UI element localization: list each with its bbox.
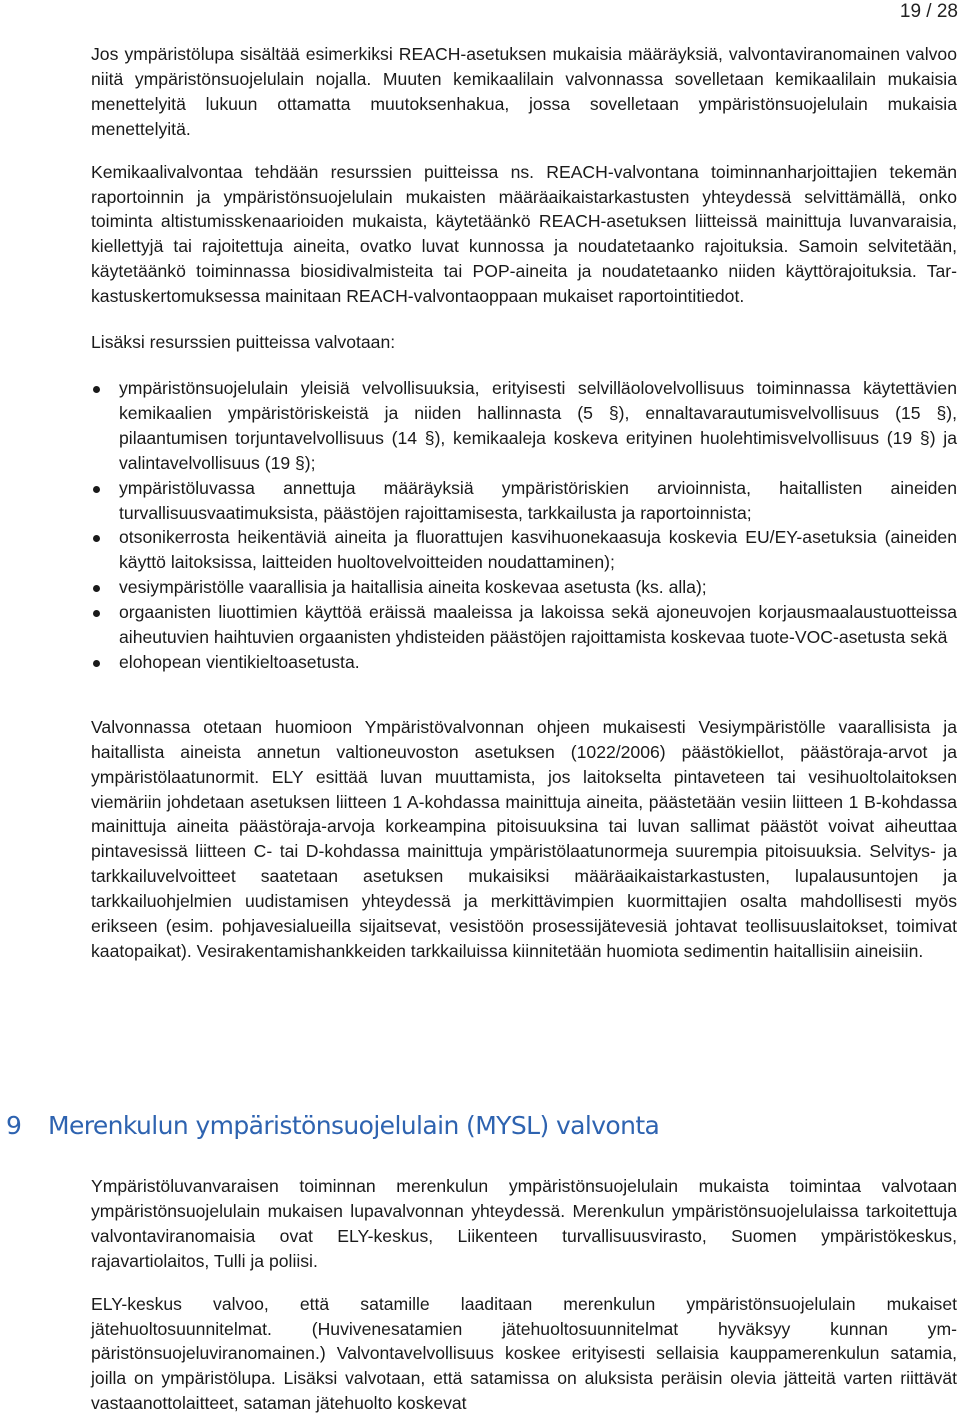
list-item: ympäristönsuojelulain yleisiä velvollisuuksia, erityisesti selvilläolovelvollisuus toiminnassa käytettävien kemikaalien ympäristöriskeistä ja niiden hallinnasta (5 §), ennaltavarautumisvelvollisuus (15 §), pilaantumisen torjuntavelvollisuus (14 §), kemikaaleja koskeva erityinen huolehtimisvelvollisuus (19 §) ja valintavelvollisuus (19 §); — [91, 376, 957, 476]
section-title: Merenkulun ympäristönsuojelulain (MYSL) valvonta — [48, 1111, 660, 1140]
page-number: 19 / 28 — [899, 1, 958, 22]
supervision-list — [91, 376, 957, 675]
bullet-icon — [93, 486, 100, 493]
bullet-icon — [93, 610, 100, 617]
bullet-icon — [93, 660, 100, 667]
section-heading — [6, 1108, 659, 1144]
section-content — [91, 1174, 957, 1416]
bullet-icon — [93, 585, 100, 592]
section-number: 9 — [6, 1111, 22, 1140]
list-item: ympäristöluvassa annettuja määräyksiä ympäristöriskien arvioinnista, haitallisten aineiden turvallisuusvaatimuksista, päästöjen rajoittamisesta, tarkkailusta ja raportoinnista; — [91, 476, 957, 526]
list-item: orgaanisten liuottimien käyttöä eräissä maaleissa ja lakoissa sekä ajoneuvojen korjausmaalaustuotteissa aiheutuvien haihtuvien orgaanisten yhdisteiden päästöjen rajoittamista koskevaa tuote-VOC-asetusta sekä — [91, 600, 957, 650]
paragraph-maritime-supervision: Ympäristöluvanvaraisen toiminnan merenkulun ympäristönsuojelulain mukaista toimintaa valvotaan ympäristönsuojelulain mukaisen lupavalvonnan yhteydessä. Merenkulun ympäristönsuojelulaissa tarkoitettuja valvontaviranomaisia ovat ELY-keskus, Liikenteen turvallisuusvirasto, Suomen ympäristökeskus, rajavartiolaitos, Tulli ja poliisi. — [91, 1176, 957, 1271]
list-item: otsonikerrosta heikentäviä aineita ja fluorattujen kasvihuonekaasuja koskevia EU/EY-asetuksia (aineiden käyttö laitoksissa, laitteiden huoltovelvoitteiden noudattaminen); — [91, 525, 957, 575]
main-content — [91, 42, 957, 964]
bullet-icon — [93, 535, 100, 542]
paragraph-ely-ports: ELY-keskus valvoo, että satamille laaditaan merenkulun ympäristönsuojelulain mukaiset jätehuoltosuunnitelmat. (Huvivenesatamien jätehuoltosuunnitelmat hyväksyy kunnan ympäristönsuojeluviranomainen.) Valvontavelvollisuus koskee erityisesti sellaisia kauppamerenkulun satamia, joilla on ympäristölupa. Lisäksi valvotaan, että satamissa on aluksista peräisin olevia jätteitä varten riittävät vastaanottolaitteet, sataman jätehuolto koskevat — [91, 1293, 957, 1414]
bullet-icon — [93, 386, 100, 393]
list-item: vesiympäristölle vaarallisia ja haitallisia aineita koskevaa asetusta (ks. alla); — [91, 575, 957, 600]
paragraph-reach-permit: Jos ympäristölupa sisältää esimerkiksi REACH-asetuksen mukaisia määräyksiä, valvontaviranomainen valvoo niitä ympäristönsuojelulain nojalla. Muuten kemikaalilain valvonnassa sovelletaan kemikaalilain mukaisia menettelyitä lukuun ottamatta muutoksenhakua, jossa sovelletaan ympäristönsuojelulain mukaisia menettelyitä. — [91, 44, 957, 139]
list-item: elohopean vientikieltoasetusta. — [91, 650, 957, 675]
paragraph-additionally: Lisäksi resurssien puitteissa valvotaan: — [91, 332, 396, 353]
paragraph-water-substances: Valvonnassa otetaan huomioon Ympäristövalvonnan ohjeen mukaisesti Vesiympäristölle vaarallisista ja haitallista aineista annetun valtioneuvoston asetuksen (1022/2006) päästökiellot, päästöraja-arvot ja ympäristölaatunormit. ELY esittää luvan muuttamista, jos laitokselta pintaveteen tai vesihuoltolaitoksen viemäriin johdetaan asetuksen liitteen 1 A-kohdassa mainittuja aineita, päästetään vesiin liitteen 1 B-kohdassa mainittuja aineita päästöraja-arvoja korkeampina pitoisuuksina tai luvan sallimat päästöt voivat aiheuttaa pintavesissä liitteen C- tai D-kohdassa mainittuja ympäristölaatunormeja suurempia pitoisuuksia. Selvitys- ja tarkkailuvelvoitteet saatetaan asetuksen mukaisiksi määräaikaistarkastusten, lupalausuntojen ja tarkkailuohjelmien uudistamisen yhteydessä ja merkittävimpien kuormittajien osalta mahdollisesti myös erikseen (esim. pohjavesialueilla sijaitsevat, vesistöön prosessijätevesiä johtavat teollisuuslaitokset, toimivat kaatopaikat). Vesirakentamishankkeiden tarkkailuissa kiinnitetään huomiota sedimentin haitallisiin aineisiin. — [91, 716, 957, 961]
paragraph-chemical-supervision: Kemikaalivalvontaa tehdään resurssien puitteissa ns. REACH-valvontana toiminnanharjoittajien tekemän raportoinnin ja ympäristönsuojelulain mukaisten määräaikaistarkastusten yhteydessä selvittämällä, onko toiminta altistumisskenaarioiden mukaista, käytetäänkö REACH-asetuksen liitteissä mainittuja luvanvaraisia, kiellettyjä tai rajoitettuja aineita, ovatko luvat kunnossa ja noudatetaanko rajoituksia. Samoin selvitetään, käytetäänkö toiminnassa biosidivalmisteita tai POP-aineita ja noudatetaanko niiden käyttörajoituksia. Tarkastuskertomuksessa mainitaan REACH-valvontaoppaan mukaiset raportointitiedot. — [91, 161, 957, 307]
